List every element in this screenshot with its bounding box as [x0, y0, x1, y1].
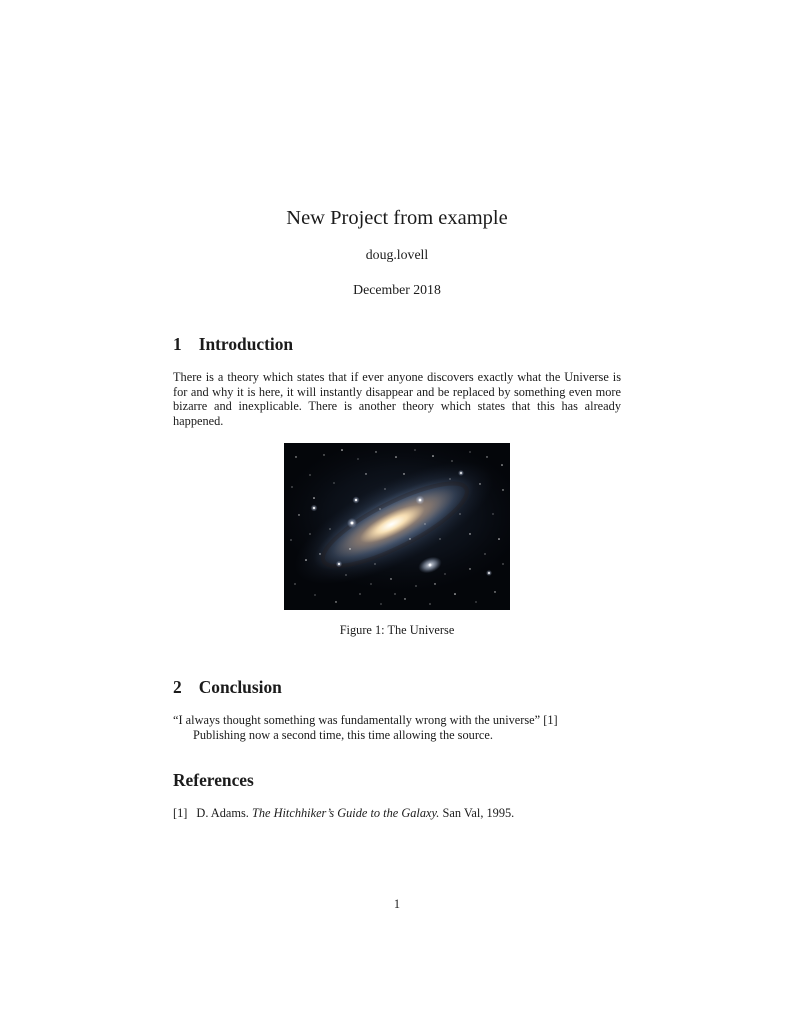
- section-heading-conclusion: [173, 677, 621, 698]
- conclusion-paragraph: [173, 713, 621, 743]
- section-heading-introduction: [173, 334, 621, 355]
- conclusion-followup: Publishing now a second time, this time allowing the source.: [193, 727, 493, 742]
- section-title: Conclusion: [198, 676, 282, 697]
- figure-1: [173, 443, 621, 638]
- section-number: 1: [173, 334, 182, 354]
- reference-publisher: San Val, 1995.: [442, 805, 515, 820]
- author: doug.lovell: [365, 247, 429, 262]
- reference-authors: D. Adams.: [196, 805, 249, 820]
- references-heading: References: [173, 769, 254, 790]
- figure-caption: Figure 1: The Universe: [339, 623, 455, 638]
- reference-label: [1]: [173, 805, 188, 820]
- andromeda-galaxy-image: [284, 443, 510, 610]
- reference-entry-1: [173, 806, 621, 821]
- introduction-paragraph: There is a theory which states that if ever anyone discovers exactly what the Universe is for and why it is here, it will instantly disappear and be replaced by something even more bizarre and inexplicable. There is another theory which states that this has already happened.: [173, 370, 621, 428]
- reference-work-title: The Hitchhiker’s Guide to the Galaxy.: [251, 805, 440, 820]
- page-number: 1: [393, 897, 401, 911]
- section-title: Introduction: [198, 334, 294, 354]
- title-block: [173, 0, 621, 298]
- section-number: 2: [173, 676, 182, 697]
- reference-text: [196, 806, 514, 821]
- page-title: New Project from example: [286, 207, 508, 229]
- conclusion-quote: “I always thought something was fundamentally wrong with the universe” [1]: [173, 712, 558, 727]
- date: December 2018: [353, 282, 441, 297]
